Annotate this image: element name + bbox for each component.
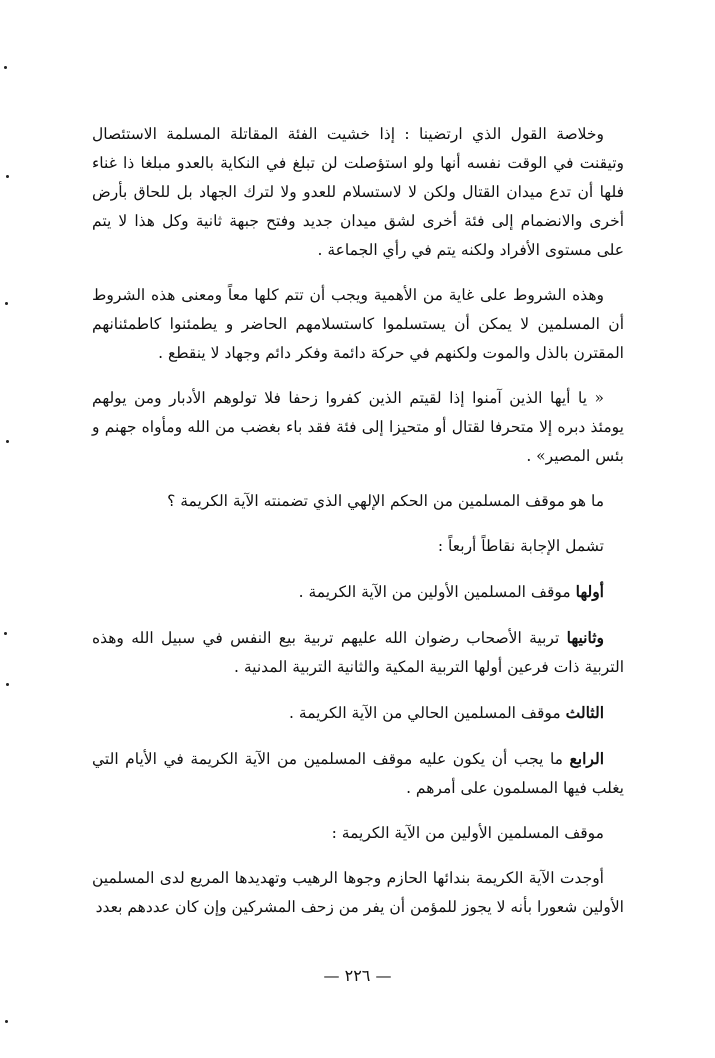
point-three-text: موقف المسلمين الحالي من الآية الكريمة . xyxy=(289,704,561,722)
scan-speck xyxy=(4,66,7,69)
point-two-label: وثانيها xyxy=(566,628,604,647)
point-four-label: الرابع xyxy=(569,749,604,768)
point-three-label: الثالث xyxy=(565,703,604,722)
point-one-label: أولها xyxy=(575,582,604,601)
point-four xyxy=(92,744,624,803)
paragraph-conditions: وهذه الشروط على غاية من الأهمية ويجب أن تتم كلها معاً ومعنى هذه الشروط أن المسلمين لا يمكن أن يستسلموا كاستسلامهم الحاضر و يطمئنوا كاطمئنانهم المقترن بالذل والموت ولكنهم في حركة دائمة وفكر دائم وجهاد لا ينقطع . xyxy=(92,286,624,362)
scan-speck xyxy=(4,632,7,635)
point-two-text: تربية الأصحاب رضوان الله عليهم تربية بيع النفس في سبيل الله وهذه التربية ذات فرعين أولها التربية المكية والثانية التربية المدنية . xyxy=(92,629,624,676)
scan-speck xyxy=(5,302,8,305)
scan-speck xyxy=(6,683,9,686)
paragraph-first-muslims: أوجدت الآية الكريمة بندائها الحازم وجوها الرهيب وتهديدها المريع لدى المسلمين الأولين شعورا بأنه لا يجوز للمؤمن أن يفر من زحف المشركين وإن كان عددهم بعدد xyxy=(92,869,624,916)
answer-intro: تشمل الإجابة نقاطاً أربعاً : xyxy=(437,537,604,555)
page-body xyxy=(92,120,624,938)
section-heading: موقف المسلمين الأولين من الآية الكريمة : xyxy=(331,824,604,842)
point-two xyxy=(92,623,624,682)
scan-speck xyxy=(6,440,9,443)
quran-verse: « يا أيها الذين آمنوا إذا لقيتم الذين كفروا زحفا فلا تولوهم الأدبار ومن يولهم يومئذ دبره إلا متحرفا لقتال أو متحيزا إلى فئة فقد باء بغضب من الله ومأواه جهنم و بئس المصير» . xyxy=(92,389,624,465)
point-one-text: موقف المسلمين الأولين من الآية الكريمة . xyxy=(298,583,571,601)
scan-speck xyxy=(6,175,9,178)
paragraph-conclusion: وخلاصة القول الذي ارتضينا : إذا خشيت الفئة المقاتلة المسلمة الاستئصال وتيقنت في الوقت نفسه أنها ولو استؤصلت لن تبلغ في النكاية بالعدو مبلغا ذا غناء فلها أن تدع ميدان القتال ولكن لا لاستسلام للعدو ولا لترك الجهاد بل للحاق بأرض أخرى والانضمام إلى فئة أخرى لشق ميدان جديد وفتح جبهة ثانية وكل هذا لا يتم على مستوى الأفراد ولكنه يتم في رأي الجماعة . xyxy=(92,125,624,259)
page-number: — ٢٢٦ — xyxy=(323,966,392,985)
scan-speck xyxy=(5,1020,8,1023)
point-four-text: ما يجب أن يكون عليه موقف المسلمين من الآية الكريمة في الأيام التي يغلب فيها المسلمون على أمرهم . xyxy=(92,750,624,797)
point-one xyxy=(92,577,624,607)
point-three xyxy=(92,698,624,728)
question: ما هو موقف المسلمين من الحكم الإلهي الذي تضمنته الآية الكريمة ؟ xyxy=(167,492,604,510)
